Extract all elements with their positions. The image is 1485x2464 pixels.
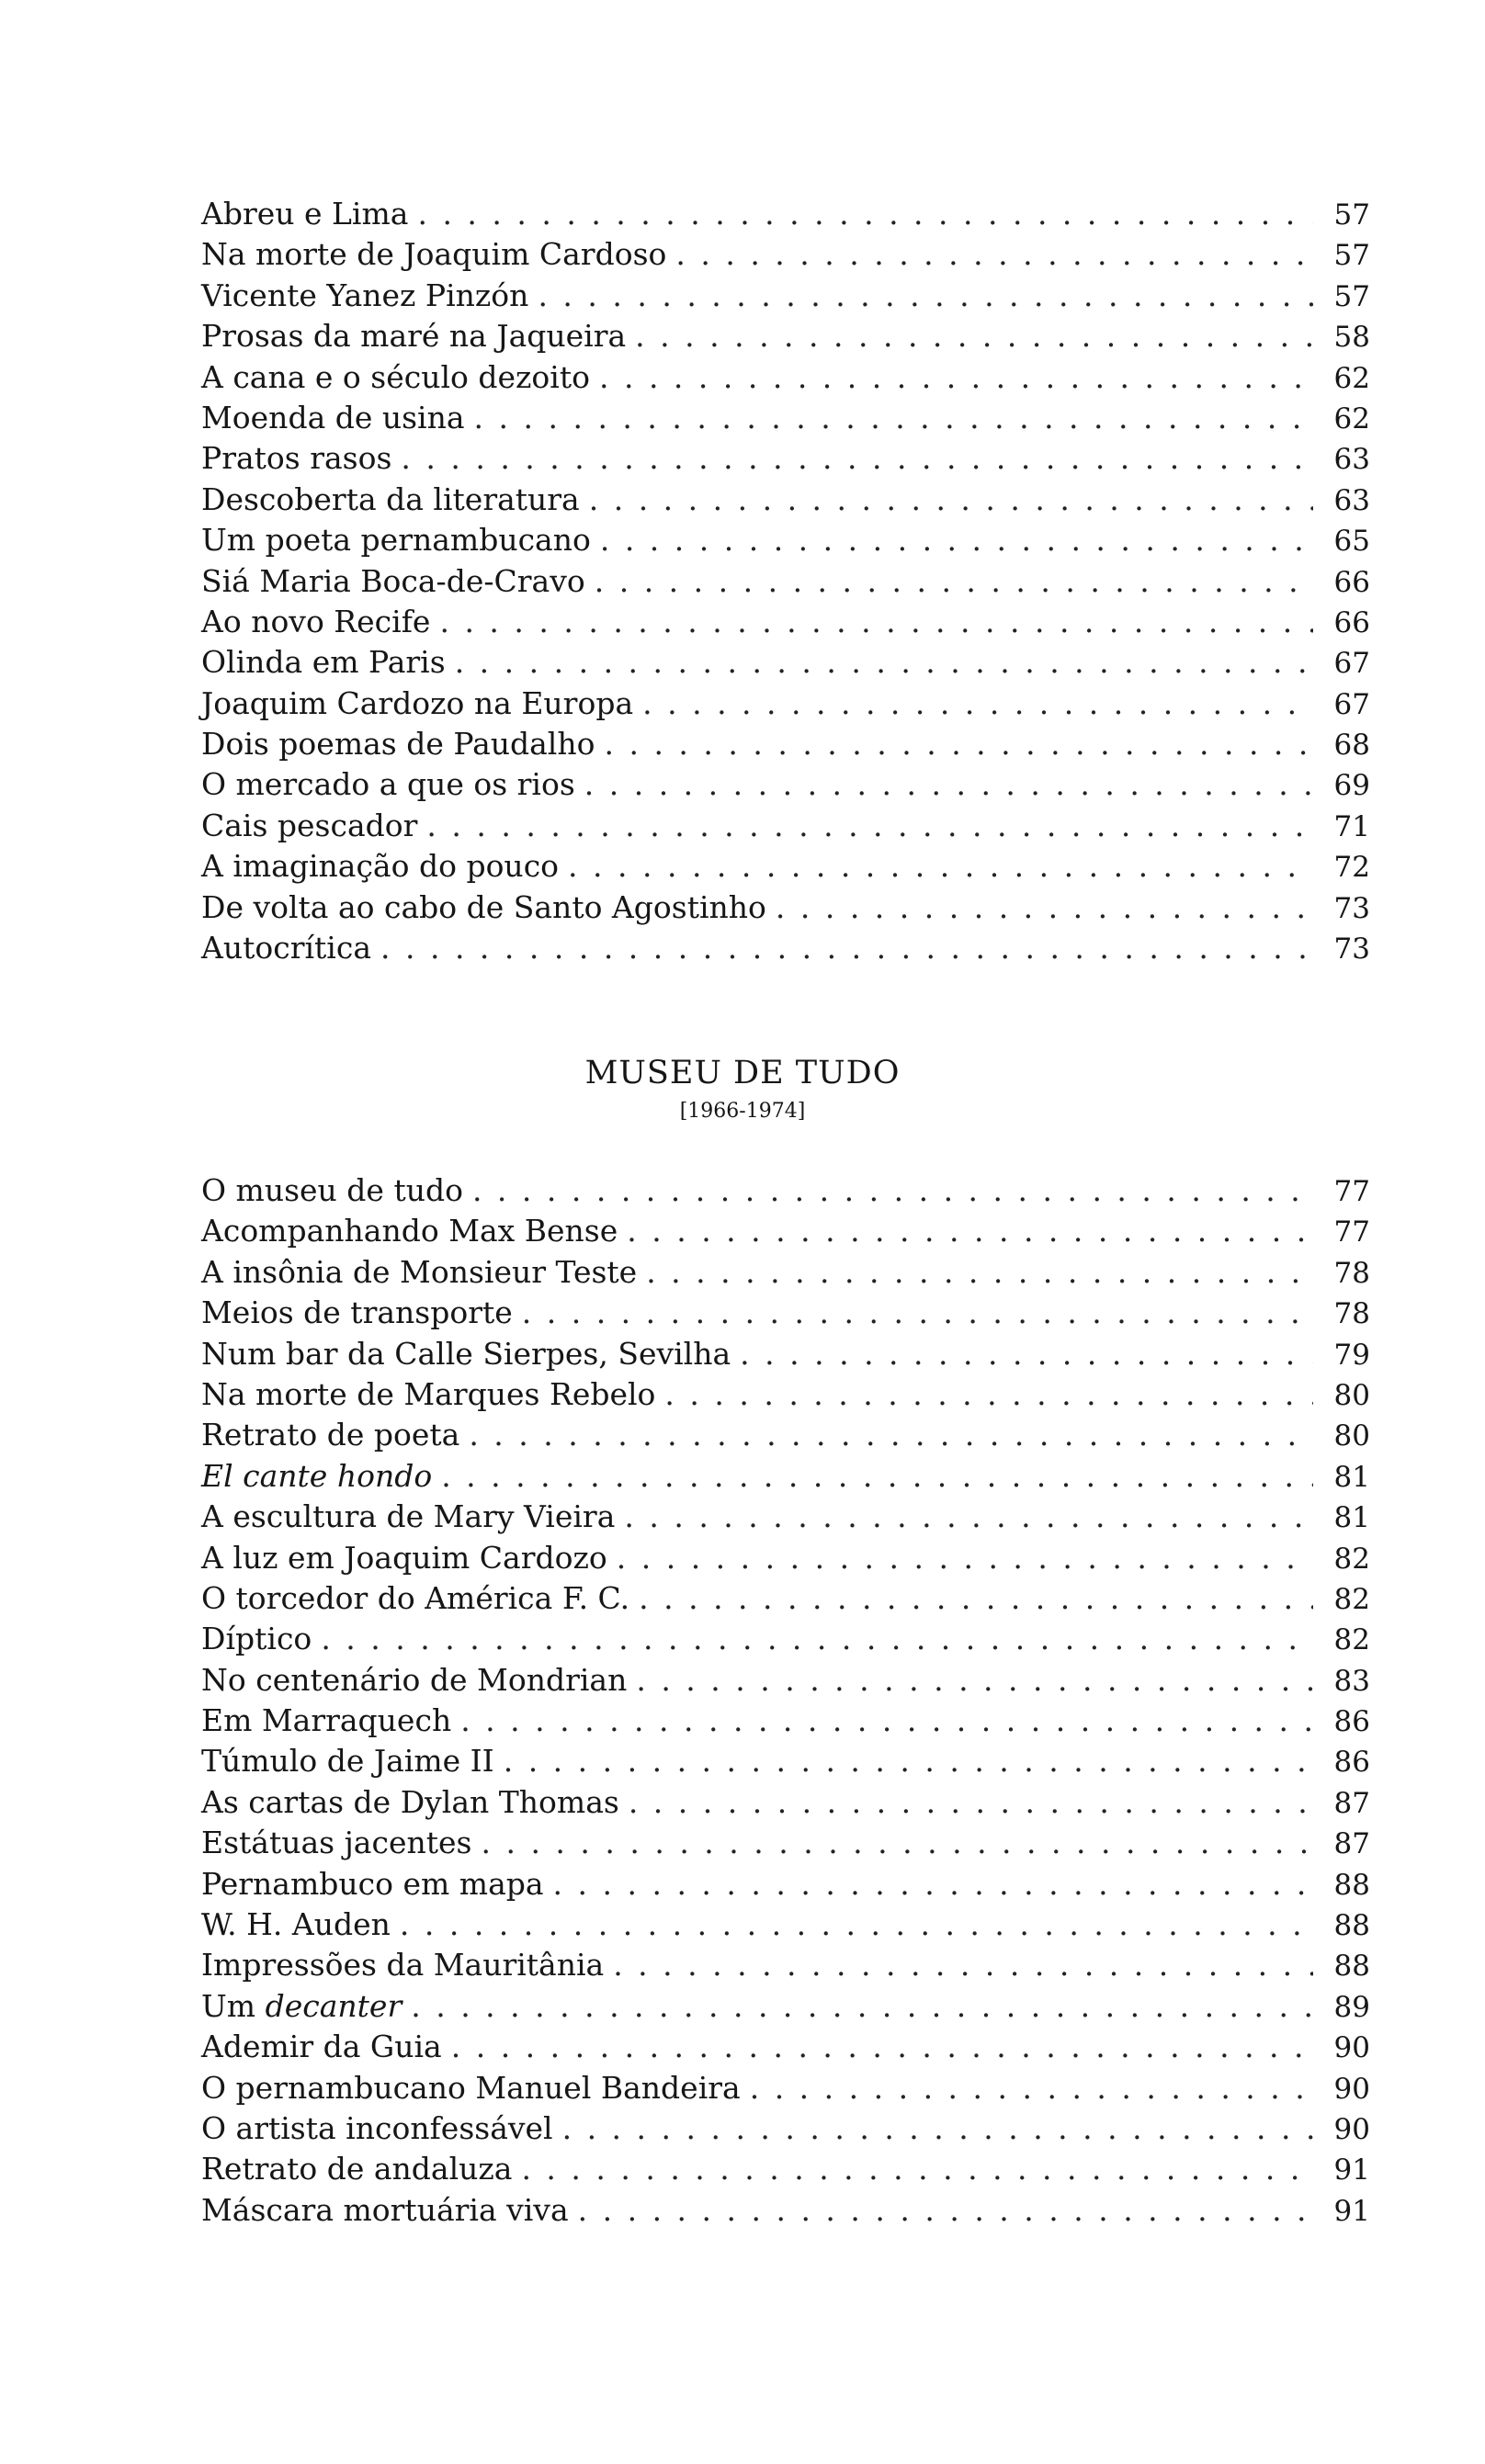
toc-entry-title: Ademir da Guia: [201, 2029, 442, 2065]
toc-leader-dots: [664, 1374, 1313, 1415]
toc-leader-dots: [740, 1334, 1313, 1374]
toc-entry-title: Acompanhando Max Bense: [201, 1213, 618, 1249]
toc-entry-title: A escultura de Mary Vieira: [201, 1498, 616, 1535]
toc-entry-title: Em Marraquech: [201, 1702, 452, 1739]
toc-entry-title: Descoberta da literatura: [201, 480, 580, 517]
toc-entry: [201, 1293, 1370, 1333]
toc-entry-page-number: 73: [1333, 891, 1370, 925]
toc-entry-page-number: 63: [1333, 483, 1370, 517]
toc-entry: [201, 1334, 1370, 1374]
toc-entry-title: W. H. Auden: [201, 1906, 391, 1943]
toc-leader-dots: [599, 357, 1313, 398]
toc-entry-page-number: 82: [1333, 1582, 1370, 1616]
toc-leader-dots: [624, 1497, 1313, 1537]
toc-entry-page-number: 88: [1333, 1950, 1370, 1984]
toc-entry: [201, 1701, 1370, 1741]
toc-entry-page-number: 66: [1333, 565, 1370, 599]
toc-entry-page-number: 86: [1333, 1746, 1370, 1780]
toc-leader-dots: [321, 1619, 1313, 1659]
toc-entry-page-number: 67: [1333, 687, 1370, 721]
toc-entry: [201, 276, 1370, 316]
toc-entry-title: Pernambuco em mapa: [201, 1865, 544, 1902]
toc-entry-page-number: 78: [1333, 1297, 1370, 1331]
toc-entry-page-number: 82: [1333, 1542, 1370, 1576]
toc-leader-dots: [400, 1905, 1313, 1945]
toc-entry: [201, 1864, 1370, 1905]
toc-entry: [201, 684, 1370, 724]
toc-entry: [201, 1782, 1370, 1823]
toc-leader-dots: [629, 1782, 1313, 1823]
toc-leader-dots: [439, 602, 1313, 642]
toc-entry-page-number: 79: [1333, 1338, 1370, 1372]
toc-entry: [201, 2068, 1370, 2108]
toc-entry-title: Na morte de Marques Rebelo: [201, 1375, 656, 1412]
toc-entry-page-number: 87: [1333, 1827, 1370, 1861]
toc-entry: [201, 1538, 1370, 1578]
toc-entry-page-number: 88: [1333, 1909, 1370, 1943]
toc-entry-page-number: 72: [1333, 851, 1370, 885]
toc-entry-title: Moenda de usina: [201, 399, 465, 435]
toc-entry-title: No centenário de Mondrian: [201, 1661, 628, 1698]
toc-leader-dots: [600, 520, 1313, 560]
toc-entry: [201, 1415, 1370, 1455]
section-title: MUSEU DE TUDO: [584, 1055, 901, 1091]
toc-leader-dots: [613, 1945, 1313, 1985]
toc-entry-page-number: 68: [1333, 729, 1370, 763]
toc-entry-title: O artista inconfessável: [201, 2109, 553, 2146]
toc-leader-dots: [595, 561, 1313, 602]
toc-leader-dots: [604, 724, 1313, 764]
toc-leader-dots: [584, 764, 1313, 805]
toc-leader-dots: [460, 1701, 1313, 1741]
toc-leader-dots: [474, 398, 1313, 438]
toc-entry-title: Vicente Yanez Pinzón: [201, 277, 529, 313]
toc-leader-dots: [481, 1823, 1313, 1863]
toc-entry-title: A imaginação do pouco: [201, 848, 560, 885]
toc-leader-dots: [401, 438, 1313, 479]
toc-list-bottom: [201, 1170, 1370, 2231]
toc-entry-page-number: 57: [1333, 198, 1370, 232]
toc-entry: [201, 480, 1370, 520]
toc-leader-dots: [522, 1293, 1313, 1333]
toc-entry-title: O mercado a que os rios: [201, 766, 575, 803]
toc-entry: [201, 1741, 1370, 1781]
toc-leader-dots: [642, 684, 1313, 724]
toc-entry: [201, 520, 1370, 560]
toc-entry-title: Cais pescador: [201, 807, 418, 843]
toc-entry: [201, 316, 1370, 356]
toc-leader-dots: [635, 316, 1313, 356]
toc-entry: [201, 602, 1370, 642]
toc-leader-dots: [553, 1864, 1313, 1905]
toc-entry-title: Retrato de poeta: [201, 1417, 460, 1453]
toc-entry: [201, 1252, 1370, 1293]
toc-entry: [201, 1456, 1370, 1497]
toc-leader-dots: [451, 2027, 1313, 2067]
toc-entry-page-number: 69: [1333, 769, 1370, 803]
toc-leader-dots: [411, 1986, 1313, 2027]
toc-entry-page-number: 83: [1333, 1664, 1370, 1698]
toc-entry-page-number: 73: [1333, 932, 1370, 966]
toc-entry-page-number: 58: [1333, 321, 1370, 355]
toc-entry: [201, 642, 1370, 683]
toc-entry-page-number: 89: [1333, 1990, 1370, 2024]
toc-entry-page-number: 81: [1333, 1460, 1370, 1494]
toc-leader-dots: [675, 234, 1313, 275]
toc-entry-page-number: 57: [1333, 279, 1370, 313]
toc-leader-dots: [639, 1578, 1313, 1619]
toc-leader-dots: [636, 1660, 1313, 1701]
toc-entry-title: Joaquim Cardozo na Europa: [201, 684, 634, 721]
toc-entry: [201, 1170, 1370, 1211]
toc-leader-dots: [568, 846, 1313, 887]
toc-entry-title: El cante hondo: [201, 1457, 433, 1494]
toc-entry-title: Meios de transporte: [201, 1294, 513, 1331]
toc-leader-dots: [617, 1538, 1313, 1578]
toc-entry-page-number: 78: [1333, 1256, 1370, 1290]
toc-entry: [201, 764, 1370, 805]
toc-entry-title: Olinda em Paris: [201, 644, 446, 681]
toc-entry: [201, 2190, 1370, 2231]
toc-leader-dots: [417, 194, 1313, 234]
toc-entry: [201, 928, 1370, 968]
toc-entry-title: Dois poemas de Paudalho: [201, 726, 595, 763]
toc-entry: [201, 1374, 1370, 1415]
toc-entry: [201, 887, 1370, 928]
toc-entry: [201, 806, 1370, 846]
toc-entry-page-number: 71: [1333, 809, 1370, 843]
toc-entry: [201, 438, 1370, 479]
toc-leader-dots: [521, 2149, 1313, 2189]
toc-entry-title: O museu de tudo: [201, 1172, 463, 1208]
toc-entry-page-number: 66: [1333, 605, 1370, 639]
toc-entry: [201, 234, 1370, 275]
toc-leader-dots: [441, 1456, 1313, 1497]
toc-leader-dots: [578, 2190, 1313, 2231]
toc-leader-dots: [750, 2068, 1313, 2108]
toc-entry: [201, 194, 1370, 234]
toc-entry-title: Retrato de andaluza: [201, 2151, 513, 2187]
toc-list-top: [201, 194, 1370, 968]
toc-entry-title: Num bar da Calle Sierpes, Sevilha: [201, 1335, 731, 1372]
toc-entry-title: Máscara mortuária viva: [201, 2191, 569, 2228]
toc-entry: [201, 2149, 1370, 2189]
toc-entry-title: Um decanter: [201, 1987, 402, 2024]
toc-entry-title: Um poeta pernambucano: [201, 522, 591, 559]
toc-entry-title: Estátuas jacentes: [201, 1825, 472, 1861]
toc-entry-page-number: 77: [1333, 1215, 1370, 1249]
toc-leader-dots: [380, 928, 1313, 968]
toc-leader-dots: [627, 1211, 1313, 1251]
toc-entry-page-number: 62: [1333, 401, 1370, 435]
toc-entry: [201, 846, 1370, 887]
toc-entry-page-number: 90: [1333, 2031, 1370, 2065]
toc-entry-page-number: 77: [1333, 1175, 1370, 1208]
toc-leader-dots: [562, 2108, 1313, 2149]
toc-entry-page-number: 91: [1333, 2153, 1370, 2187]
toc-entry-title: Na morte de Joaquim Cardoso: [201, 236, 667, 273]
toc-entry-page-number: 80: [1333, 1378, 1370, 1412]
toc-entry-title: Pratos rasos: [201, 440, 392, 477]
toc-entry: [201, 1211, 1370, 1251]
toc-entry: [201, 2027, 1370, 2067]
toc-entry: [201, 398, 1370, 438]
toc-entry: [201, 1823, 1370, 1863]
toc-entry-page-number: 80: [1333, 1419, 1370, 1453]
toc-entry-title: As cartas de Dylan Thomas: [201, 1783, 619, 1820]
toc-entry: [201, 1497, 1370, 1537]
toc-entry-page-number: 90: [1333, 2072, 1370, 2106]
toc-entry-title: De volta ao cabo de Santo Agostinho: [201, 888, 766, 925]
toc-entry-title: Abreu e Lima: [201, 196, 409, 232]
toc-entry-title: Autocrítica: [201, 930, 371, 966]
toc-leader-dots: [504, 1741, 1313, 1781]
toc-leader-dots: [646, 1252, 1313, 1293]
toc-leader-dots: [426, 806, 1313, 846]
toc-entry-title: A luz em Joaquim Cardozo: [201, 1539, 607, 1576]
toc-entry-title: A cana e o século dezoito: [201, 358, 590, 395]
toc-leader-dots: [538, 276, 1313, 316]
toc-entry: [201, 1619, 1370, 1659]
toc-leader-dots: [469, 1415, 1313, 1455]
toc-leader-dots: [589, 480, 1313, 520]
toc-leader-dots: [455, 642, 1313, 683]
toc-entry-title: O torcedor do América F. C.: [201, 1579, 630, 1616]
toc-entry-page-number: 65: [1333, 525, 1370, 559]
toc-entry: [201, 1905, 1370, 1945]
section-dates: [1966-1974]: [679, 1100, 806, 1123]
toc-entry-title: A insônia de Monsieur Teste: [201, 1253, 638, 1290]
toc-entry-title: O pernambucano Manuel Bandeira: [201, 2069, 741, 2106]
toc-entry-title: Díptico: [201, 1621, 312, 1657]
toc-entry: [201, 561, 1370, 602]
toc-entry: [201, 357, 1370, 398]
toc-entry-page-number: 88: [1333, 1868, 1370, 1902]
toc-entry-page-number: 67: [1333, 647, 1370, 681]
toc-entry: [201, 1578, 1370, 1619]
toc-entry-page-number: 87: [1333, 1786, 1370, 1820]
toc-entry-page-number: 82: [1333, 1623, 1370, 1657]
toc-entry: [201, 2108, 1370, 2149]
toc-entry-page-number: 91: [1333, 2194, 1370, 2228]
toc-entry: [201, 1945, 1370, 1985]
toc-entry-title: Prosas da maré na Jaqueira: [201, 318, 627, 355]
toc-entry-page-number: 57: [1333, 239, 1370, 273]
toc-entry-page-number: 81: [1333, 1501, 1370, 1535]
toc-entry-page-number: 63: [1333, 443, 1370, 477]
toc-entry-title: Siá Maria Boca-de-Cravo: [201, 562, 585, 599]
toc-entry-title: Ao novo Recife: [201, 603, 431, 639]
toc-entry-title: Túmulo de Jaime II: [201, 1743, 494, 1780]
toc-entry: [201, 1660, 1370, 1701]
toc-entry: [201, 724, 1370, 764]
toc-entry-title: Impressões da Mauritânia: [201, 1947, 605, 1984]
toc-leader-dots: [472, 1170, 1313, 1211]
toc-entry-page-number: 86: [1333, 1705, 1370, 1739]
toc-leader-dots: [776, 887, 1313, 928]
toc-entry: [201, 1986, 1370, 2027]
toc-entry-page-number: 62: [1333, 361, 1370, 395]
section-header: [0, 1053, 1485, 1126]
toc-entry-page-number: 90: [1333, 2112, 1370, 2146]
